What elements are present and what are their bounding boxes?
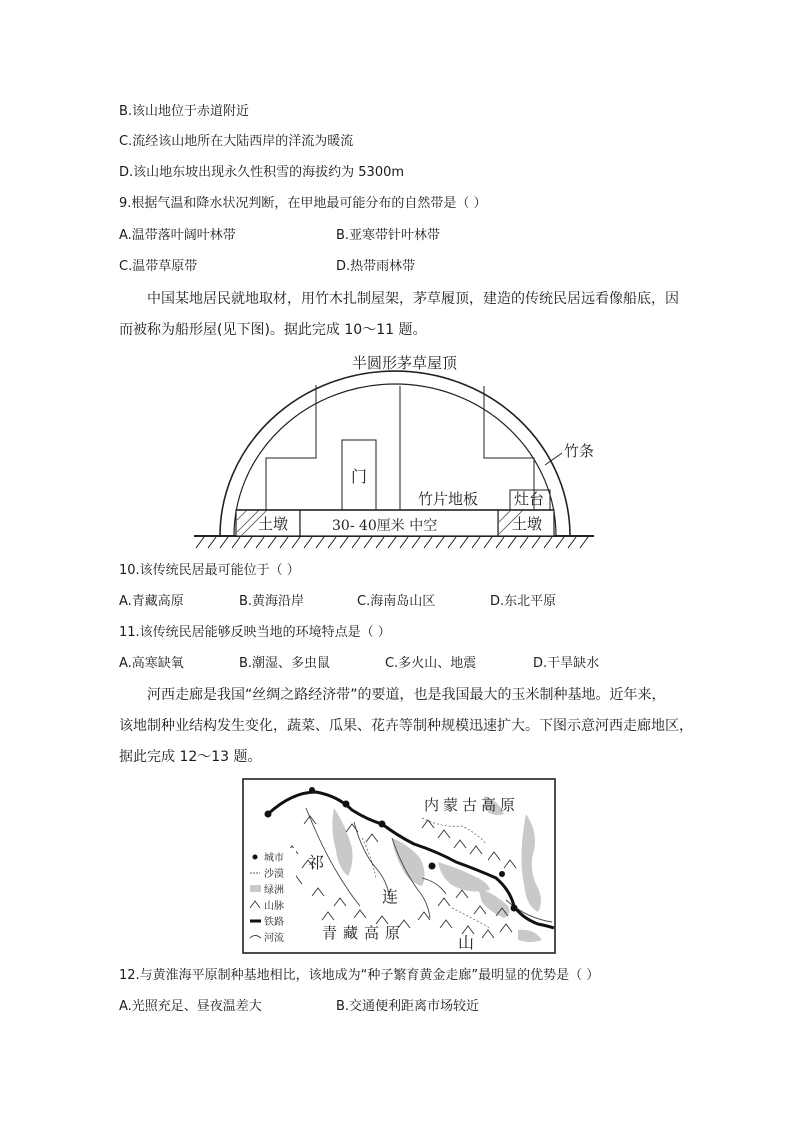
- legend-oasis-symbol: [250, 885, 261, 892]
- door-label: 门: [351, 467, 368, 486]
- hexi-map-svg: [242, 778, 556, 954]
- q8-option-c: C.流经该山地所在大陆西岸的洋流为暖流: [119, 134, 354, 149]
- q11-stem: 11.该传统民居能够反映当地的环境特点是（ ）: [119, 625, 391, 640]
- legend-railway: 铁路: [264, 917, 284, 928]
- q10-option-d: D.东北平原: [490, 594, 557, 609]
- q10-option-a: A.青藏高原: [119, 594, 184, 609]
- left-pier-label: 土墩: [258, 515, 289, 533]
- legend-city-symbol: [253, 855, 258, 860]
- hollow-label: 30- 40厘米 中空: [332, 518, 438, 534]
- legend-desert: 沙漠: [264, 869, 284, 880]
- q10-stem: 10.该传统民居最可能位于（ ）: [119, 563, 300, 578]
- q11-option-a: A.高寒缺氧: [119, 656, 184, 671]
- q9-option-b: B.亚寒带针叶林带: [336, 228, 441, 243]
- q9-option-a: A.温带落叶阔叶林带: [119, 228, 236, 243]
- stove-label: 灶台: [514, 490, 545, 508]
- passage2-line2: 该地制种业结构发生变化，蔬菜、瓜果、花卉等制种规模迅速扩大。下图示意河西走廊地区，: [119, 718, 693, 734]
- q11-option-d: D.干旱缺水: [533, 656, 600, 671]
- qilian-shan-label: 山: [458, 933, 475, 952]
- passage1-line1: 中国某地居民就地取材，用竹木扎制屋架，茅草履顶，建造的传统民居远看像船底，因: [147, 291, 679, 307]
- qilian-qi-label: 祁: [308, 853, 325, 872]
- mongolia-plateau-label: 内蒙古高原: [424, 796, 520, 814]
- qilian-lian-label: 连: [382, 887, 399, 906]
- floor-label: 竹片地板: [418, 490, 479, 508]
- q9-option-c: C.温带草原带: [119, 259, 198, 274]
- hexi-corridor-map: [242, 778, 556, 954]
- boat-house-figure: [190, 350, 600, 550]
- q8-option-d: D.该山地东坡出现永久性积雪的海拔约为 5300m: [119, 165, 405, 180]
- q9-option-d: D.热带雨林带: [336, 259, 416, 274]
- right-pier-label: 土墩: [512, 515, 543, 533]
- ground-hatching: [196, 537, 588, 548]
- roof-label: 半圆形茅草屋顶: [352, 354, 458, 372]
- q12-stem: 12.与黄淮海平原制种基地相比，该地成为“种子繁育黄金走廊”最明显的优势是（ ）: [119, 968, 600, 983]
- q11-option-c: C.多火山、地震: [385, 656, 477, 671]
- legend-oasis: 绿洲: [264, 885, 284, 896]
- legend-river: 河流: [264, 933, 284, 944]
- q11-option-b: B.潮湿、多虫鼠: [239, 656, 331, 671]
- q10-option-b: B.黄海沿岸: [239, 594, 305, 609]
- q10-option-c: C.海南岛山区: [357, 594, 436, 609]
- boat-house-diagram: [190, 350, 600, 550]
- legend-city: 城市: [264, 853, 284, 864]
- q9-stem: 9.根据气温和降水状况判断，在甲地最可能分布的自然带是（ ）: [119, 196, 487, 211]
- bamboo-label: 竹条: [564, 442, 595, 460]
- passage2-line3: 据此完成 12～13 题。: [119, 749, 262, 765]
- qinghai-tibet-plateau-label: 青藏高原: [322, 924, 407, 942]
- q8-option-b: B.该山地位于赤道附近: [119, 104, 250, 119]
- legend-mountain: 山脉: [264, 901, 284, 912]
- passage1-line2: 而被称为船形屋(见下图)。据此完成 10～11 题。: [119, 322, 427, 338]
- q12-option-b: B.交通便利距离市场较近: [336, 999, 480, 1014]
- q12-option-a: A.光照充足、昼夜温差大: [119, 999, 262, 1014]
- passage2-line1: 河西走廊是我国“丝绸之路经济带”的要道，也是我国最大的玉米制种基地。近年来，: [147, 687, 666, 703]
